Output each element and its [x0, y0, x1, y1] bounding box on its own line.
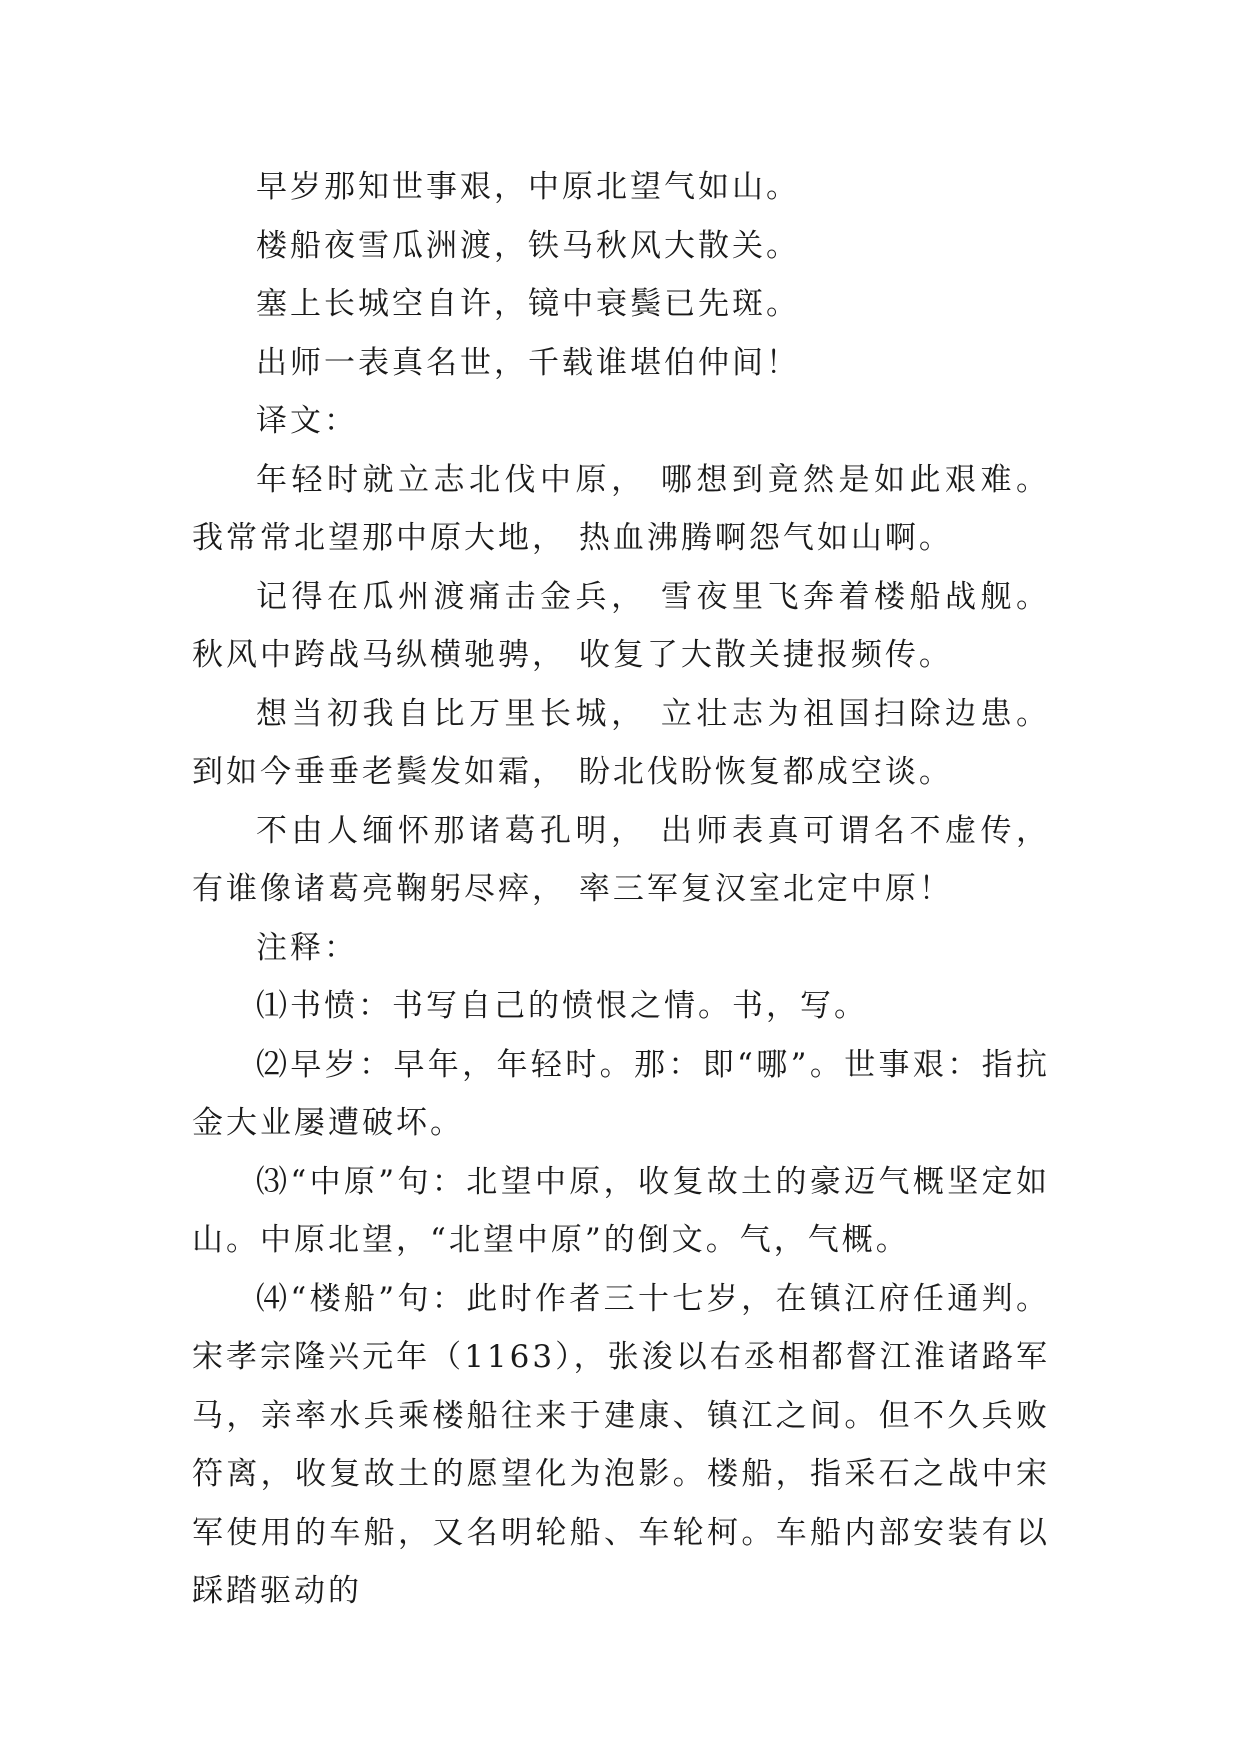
translation-paragraph-3: 想当初我自比万里长城， 立壮志为祖国扫除边患。到如今垂垂老鬓发如霜， 盼北伐盼恢复都成空谈。 [192, 695, 1050, 790]
note-2: ⑵早岁：早年，年轻时。那：即“哪”。世事艰：指抗金大业屡遭破坏。 [192, 1046, 1050, 1141]
poem-line-1: 早岁那知世事艰，中原北望气如山。 [256, 169, 800, 205]
translation-paragraph-4: 不由人缅怀那诸葛孔明， 出师表真可谓名不虚传，有谁像诸葛亮鞠躬尽瘁， 率三军复汉室北定中原！ [192, 812, 1050, 907]
note-3: ⑶“中原”句：北望中原，收复故土的豪迈气概坚定如山。中原北望，“北望中原”的倒文。气，气概。 [192, 1163, 1050, 1258]
translation-heading: 译文： [256, 403, 358, 439]
document-body [192, 158, 1050, 1621]
note-4: ⑷“楼船”句：此时作者三十七岁，在镇江府任通判。宋孝宗隆兴元年（1163），张浚以右丞相都督江淮诸路军马，亲率水兵乘楼船往来于建康、镇江之间。但不久兵败符离，收复故土的愿望化为泡影。楼船，指采石之战中宋军使用的车船，又名明轮船、车轮柯。车船内部安装有以踩踏驱动的 [192, 1280, 1050, 1609]
note-1: ⑴书愤：书写自己的愤恨之情。书，写。 [256, 988, 868, 1024]
notes-heading: 注释： [256, 929, 358, 966]
translation-paragraph-2: 记得在瓜州渡痛击金兵， 雪夜里飞奔着楼船战舰。秋风中跨战马纵横驰骋， 收复了大散关捷报频传。 [192, 578, 1050, 673]
poem-line-4: 出师一表真名世，千载谁堪伯仲间！ [256, 344, 800, 381]
poem-line-3: 塞上长城空自许，镜中衰鬓已先斑。 [256, 286, 800, 322]
translation-paragraph-1: 年轻时就立志北伐中原， 哪想到竟然是如此艰难。我常常北望那中原大地， 热血沸腾啊怨气如山啊。 [192, 461, 1050, 556]
poem-line-2: 楼船夜雪瓜洲渡，铁马秋风大散关。 [256, 227, 800, 264]
